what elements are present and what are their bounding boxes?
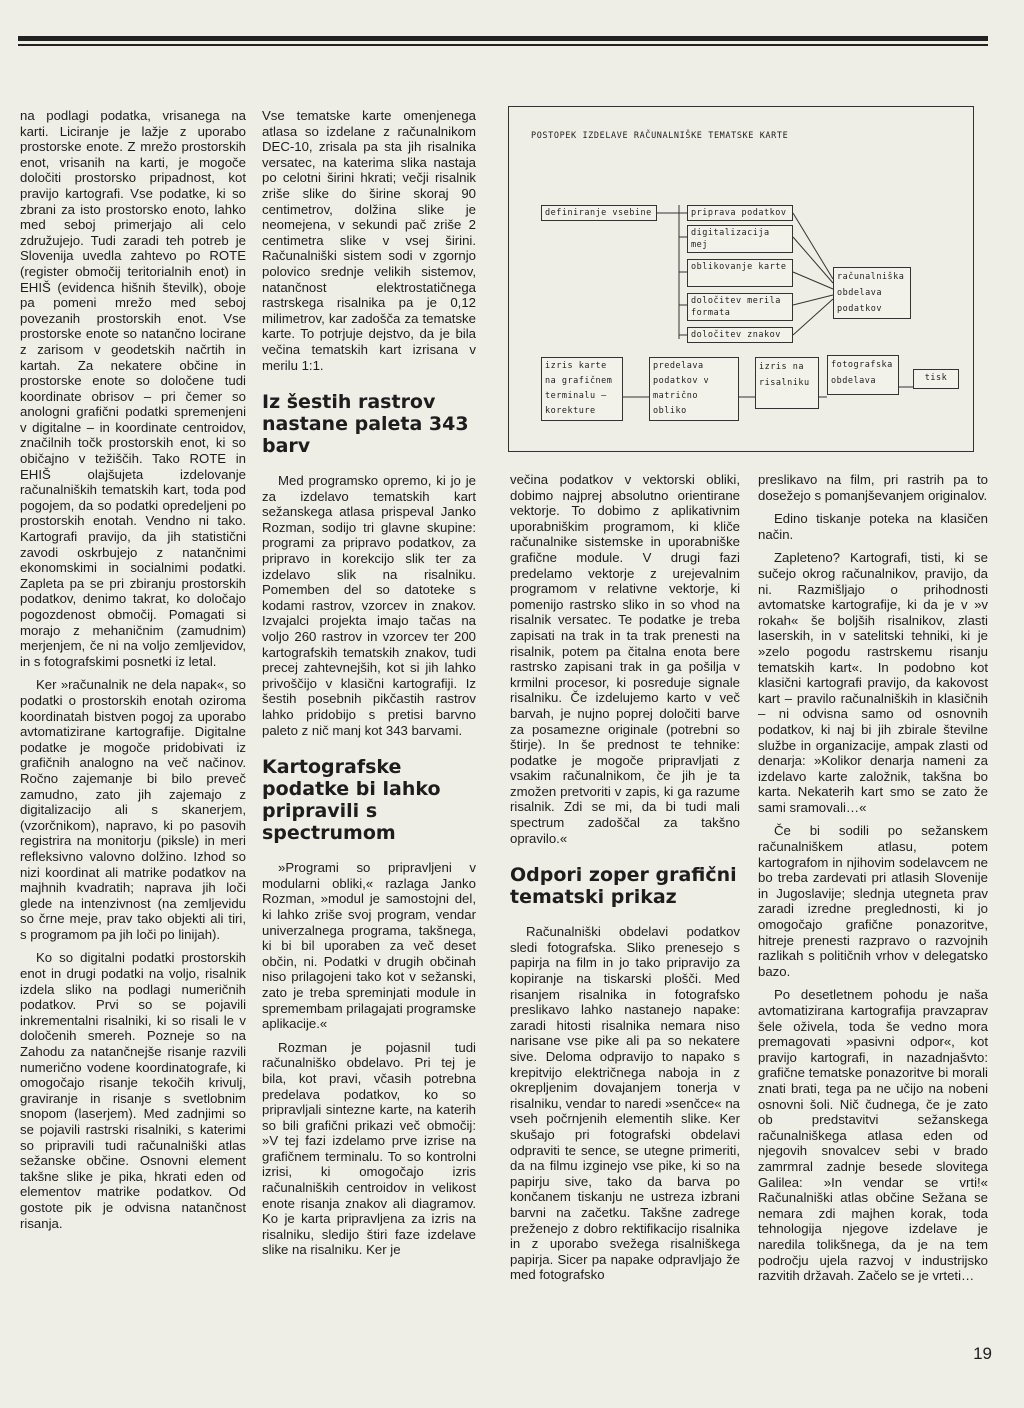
paragraph: Med programsko opremo, ki jo je za izdelavo tematskih kart sežanskega atlasa prispeval Janko Rozman, sodijo tri glavne skupine: programi za pripravo podatkov, za pripravo in korekcijo slik ter za izdelavo slik na risalniku. Pomemben del so datoteke s kodami rastrov, vzorcev in znakov. Izvajalci projekta imajo tačas na voljo 260 rastrov in vzorcev ter 200 kartografskih tematskih znakov, tudi precej zahtevnejših, kot si jih lahko privoščijo v klasični kartografiji. Iz šestih posebnih pikčastih rastrov lahko pridobijo s pretisi barvno paleto z nič manj kot 343 barvami. <box>262 473 476 738</box>
paragraph: Zapleteno? Kartografi, tisti, ki se sučejo okrog računalnikov, pravijo, da ni. Razmišljajo o prihodnosti avtomatske kartografije, ki da je v »v rokah« še boljših risalnikov, zlasti laserskih, in v satelitski tehniki, ki je »zelo pogodu rastrskemu risanju tematskih kart«. In podobno kot klasični kartografi pravijo, da kakovost kart – pravilo računalniških in klasičnih – ni odvisna samo od osnovnih podatkov, ki naj bi jih zbirale številne službe in organizacije, ampak zlasti od denarja: »Kolikor denarja nameni za izdelavo karte založnik, takšna bo karta. Nekaterih kart smo se zato že sami sramovali…« <box>758 550 988 815</box>
page-number: 19 <box>973 1344 992 1363</box>
column-1 <box>20 108 246 1239</box>
paragraph: večina podatkov v vektorski obliki, dobimo najprej absolutno orientirane vektorje. To dobimo z aplikativnim uporabniškim programom, ki kliče računalnike sistemske in uporabniške grafične module. V drugi fazi predelamo vektorje z urejevalnim programom v relativne vektorje, ki pomenijo rastrsko sliko in so vhod na risalnik versatec. Te podatke je treba zapisati na trak in ta trak prenesti na risalnik, potem pa čitalna enota bere rastrsko zapisani trak in ga pošilja v krmilni procesor, ki posreduje signale risalniku. Če izdelujemo karto v več barvah, je nujno poprej določiti barve za posamezne originale (potrebni so štirje). In še prednost te tehnike: podatke je mogoče pripravljati z vsakim računalnikom, če jih je ta zmožen pretvoriti v zapis, ki ga razume risalnik. Zdi se mi, da bi tudi mali spectrum zadoščal za takšno opravilo.« <box>510 472 740 846</box>
box-tisk: tisk <box>913 369 959 389</box>
box-dolocitev-znakov: določitev znakov <box>687 327 793 343</box>
header-rule-thin <box>18 44 988 46</box>
box-fotografska-obdelava: fotografska obdelava <box>827 355 899 395</box>
paragraph: Ker »računalnik ne dela napak«, so podatki o prostorskih enotah oziroma koordinatah bistven pogoj za uporabo avtomatizirane kartografije. Digitalne podatke je mogoče pridobivati iz grafičnih analogno na več načinov. Ročno zajemanje bi bilo preveč zamudno, zato jih zajemajo z digitalizacijo ali s skanerjem, (vzorčnikom), napravo, ki po pasovih registrira na monitorju (piksle) in meri refleksivno valovno dolžino. Izhod so nizi koordinat ali matrike podatkov na majhnih kvadratih; naprava jih loči glede na intenzivnost (na zemljevidu so črne meje, prav tako objekti ali tiri, s programom pa jih loči po linijah). <box>20 677 246 942</box>
column-4 <box>758 472 988 1292</box>
box-priprava-podatkov: priprava podatkov <box>687 205 793 221</box>
section-heading: Iz šestih rastrov nastane paleta 343 barv <box>262 391 469 458</box>
paragraph: Ko so digitalni podatki prostorskih enot in drugi podatki na voljo, risalnik izdela sliko na podlagi numeričnih podatkov. Prvi so se pojavili inkrementalni risalniki, ki so risali le v določenih smereh. Pozneje so na Zahodu za natančnejše risanje razvili numerično vodene koordinatografe, ki omogočajo risanje tekočih krivulj, graviranje in risanje s svetlobnim snopom (laserjem). Med zadnjimi so se pojavili rastrski risalniki, s katerimi so pripravili tudi računalniški atlas sežanske občine. Osnovni element takšne slike je pika, hkrati eden od elementov matrike podatkov. Od gostote pik je odvisna natančnost risanja. <box>20 950 246 1231</box>
paragraph: na podlagi podatka, vrisanega na karti. Liciranje je lažje z uporabo prostorske enote. Z mrežo prostorskih enot, vrisanih na karti, je mogoče določiti prostorsko pripadnost, kot pravijo kartografi. Vse podatke, ki so zbrani za isto prostorsko enoto, lahko med seboj primerjajo ali celo združujejo. Tudi zaradi teh potreb je Slovenija uvedla zahtevo po ROTE (register območij teritorialnih enot) in EHIŠ (evidenca hišnih številk), oboje pa pomeni mrežo med seboj povezanih prostorskih enot. Vse prostorske enote so natančno locirane z zarisom v geodetskih načrtih in kartah. Za nekatere občine in prostorske enote so določene tudi koordinate obrisov – pri čemer so anologni grafični podatki spremenjeni v digitalne – in koordinate centroidov, značilnih točk prostorskih enot, ki so običajno v težiščih. Tako ROTE in EHIŠ olajšujeta izdelovanje računalniških tematskih kart, toda pod pogojem, da so podatki opredeljeni po prostorskih enotah. Vendno ni tako. Kartografi pravijo, da jih statistični zavodi oskrbujejo z natančnimi ekonomskimi in socialnimi podatki. Zapleta pa se pri zbiranju prostorskih podatkov, denimo takrat, ko določajo pogozdenost območij. Pomagati si morajo z mehaničnim (zamudnim) merjenjem, če ni na voljo zemljevidov, in s fotografskimi posnetki iz letal. <box>20 108 246 669</box>
paragraph: preslikavo na film, pri rastrih pa to dosežejo s pomanjševanjem originalov. <box>758 472 988 503</box>
paragraph: Računalniški obdelavi podatkov sledi fotografska. Sliko prenesejo s papirja na film in jo tako pripravijo za kopiranje na tiskarski plošči. Med risanjem risalnika in fotografsko preslikavo lahko nastanejo napake: zaradi hitosti risalnika nemara niso narisane vse pike ali pa so nekatere sive. Deloma odpravijo to napako s krepitvijo električnega naboja in z okrepljenim dovajanjem tonerja v risalniku, vendar to naredi »senčce« na vseh počrnjenih elementih slike. Ker skušajo pri fotografski obdelavi odpraviti te sence, se utegne primeriti, da na filmu izginejo vse pike, ki so na papirju sive, tako da barva po končanem tiskanju ne ustreza izbrani barvni na začetku. Takšne zadrege preženejo z dobro rektifikacijo risalnika in z uporabo svežega risalniškega papirja. Sicer pa napake odpravljajo že med fotografsko <box>510 924 740 1283</box>
box-predelava-podatkov: predelava podatkov v matrično obliko <box>649 357 739 421</box>
box-racunalniska-obdelava: računalniška obdelava podatkov <box>833 267 911 319</box>
box-izris-karte: izris karte na grafičnem terminalu – korekture <box>541 357 623 421</box>
flow-diagram <box>508 106 974 452</box>
paragraph: Rozman je pojasnil tudi računalniško obdelavo. Pri tej je bila, kot pravi, včasih potrebna predelava podatkov, ko so pripravljali sintezne karte, na katerih so bili grafični prikazi več območij: »V tej fazi izdelamo prve izrise na grafičnem terminalu. To so kontrolni izrisi, ki omogočajo izris računalniških centroidov in velikost enote risanja znakov ali diagramov. Ko je karta pripravljena za izris na risalniku, sledijo štiri faze izdelave slike na risalniku. Ker je <box>262 1039 476 1258</box>
paragraph: Vse tematske karte omenjenega atlasa so izdelane z računalnikom DEC-10, zrisala pa sta jih risalnika versatec, na katerima slika nastaja po celotni širini hkrati; večji risalnik zriše slike do širine skoraj 90 centimetrov, dolžina slike je neomejena, v sekundi pač zriše 2 centimetra slike v vsej širini. Računalniški sistem sodi v zgornjo polovico srednje velikih sistemov, natančnost elektrostatičnega rastrskega risalnika pa je 0,12 milimetrov, kar zadošča za tematske karte. To potrjuje dejstvo, da je bila večina tematskih kart izrisana v merilu 1:1. <box>262 108 476 373</box>
paragraph: Po desetletnem pohodu je naša avtomatizirana kartografija pravzaprav šele oživela, toda še vedno mora premagovati »pasivni odpor«, kot pravijo kartografi, in nazadnjašvto: grafične tematske ponazoritve bi morali znati brati, tega pa ne učijo na nobeni osnovni šoli. Nič čudnega, če je zato ob predstavitvi sežanskega računalniškega atlasa eden od njegovih snovalcev sebi v brado zamrmral zadnje besede slovitega Galilea: »In vendar se vrti!« Računalniški atlas občine Sežana se nemara zdi majhen korak, toda tehnologija njegove izdelave je naredila tolikšnega, da je na tem področju ujela razvoj v industrijsko razvitih državah. Začelo se je vrteti… <box>758 987 988 1284</box>
section-heading: Kartografske podatke bi lahko pripravili s spectrumom <box>262 756 441 845</box>
header-rule-thick <box>18 36 988 41</box>
box-oblikovanje-karte: oblikovanje karte <box>687 259 793 287</box>
box-izris-risalniku: izris na risalniku <box>755 357 819 409</box>
box-digitalizacija-mej: digitalizacija mej <box>687 225 793 253</box>
column-3 <box>510 472 740 1291</box>
paragraph: Edino tiskanje poteka na klasičen način. <box>758 511 988 542</box>
column-2 <box>262 108 476 1266</box>
diagram-title: POSTOPEK IZDELAVE RAČUNALNIŠKE TEMATSKE KARTE <box>531 131 789 141</box>
paragraph: »Programi so pripravljeni v modularni obliki,« razlaga Janko Rozman, »modul je samostojni del, ki lahko zriše svoj program, vendar univerzalnega programa, takšnega, ki bi bil uporaben za več deset občin, ni. Podatki v drugih občinah niso prilagojeni tako kot v sežanski, zato je treba spreminjati module in spremembam prilagajati programske aplikacije.« <box>262 860 477 1032</box>
box-dolocitev-merila: določitev merila formata <box>687 293 793 321</box>
paragraph: Če bi sodili po sežanskem računalniškem atlasu, potem kartografom in njihovim sodelavcem ne bo treba zardevati pri atlasih Slovenije in Jugoslavije; slednja utegneta prav zaradi izredne preglednosti, ki jo omogočajo grafične ponazoritve, hitreje prenesti razpravo o razvojnih razlikah s političnih vrhov v delegatsko bazo. <box>758 823 988 979</box>
section-heading: Odpori zoper grafični tematski prikaz <box>510 864 737 909</box>
box-definiranje-vsebine: definiranje vsebine <box>541 205 657 221</box>
